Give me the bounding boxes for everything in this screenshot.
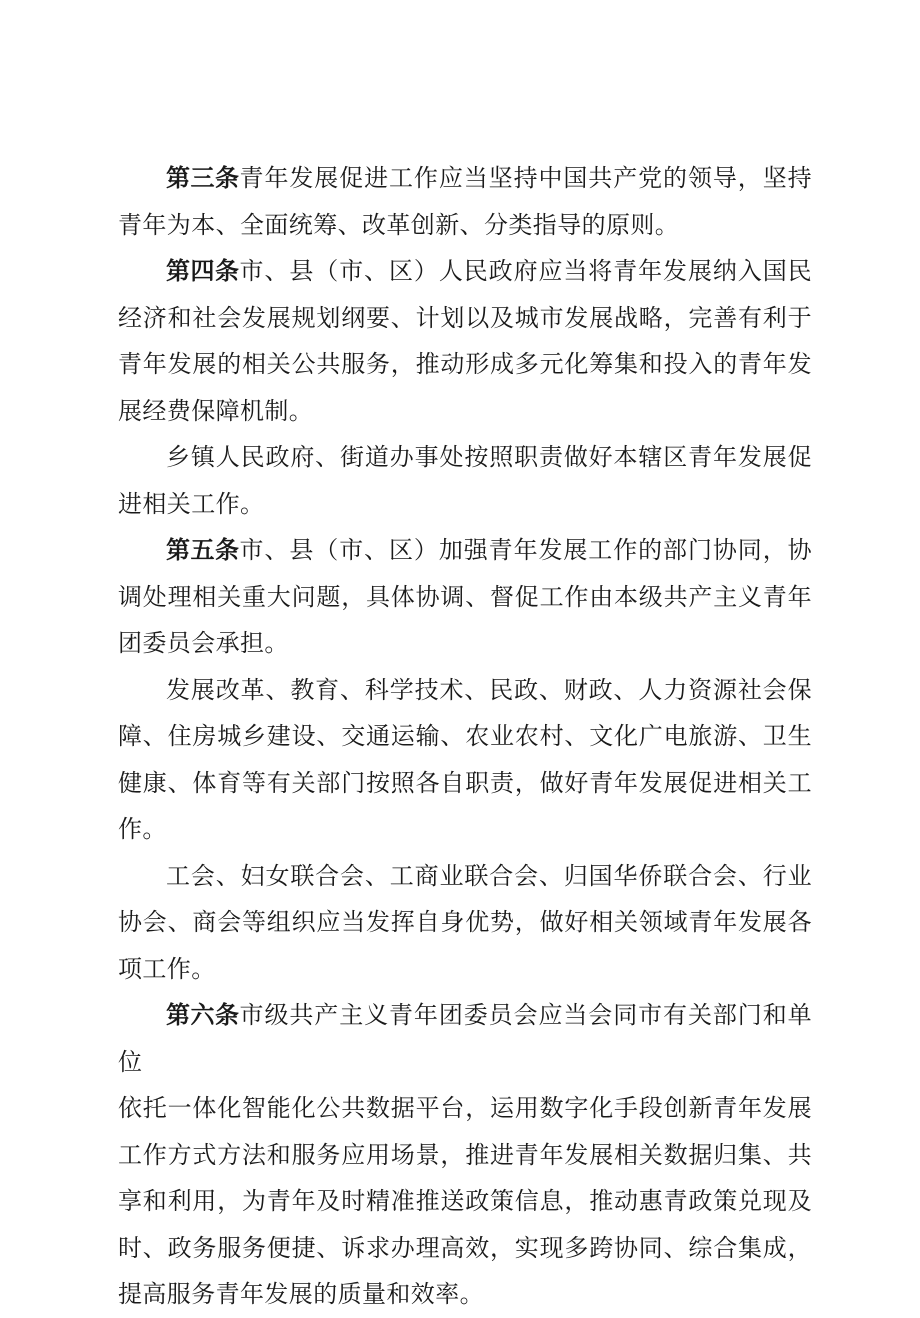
article-text-rest: 依托一体化智能化公共数据平台，运用数字化手段创新青年发展工作方式方法和服务应用场景，推进青年发展相关数据归集、共享和利用，为青年及时精准推送政策信息，推动惠青政策兑现及时、政务服务便捷、诉求办理高效，实现多跨协同、综合集成，提高服务青年发展的质量和效率。 bbox=[118, 1094, 812, 1308]
article-3-paragraph bbox=[118, 155, 812, 248]
article-6-paragraph bbox=[118, 992, 812, 1318]
article-number: 第三条 bbox=[166, 164, 240, 192]
article-5-clause-3 bbox=[118, 853, 812, 993]
article-text: 市、县（市、区）加强青年发展工作的部门协同，协调处理相关重大问题，具体协调、督促工作由本级共产主义青年团委员会承担。 bbox=[118, 536, 813, 657]
article-number: 第四条 bbox=[166, 257, 240, 285]
article-5-clause-2 bbox=[118, 667, 812, 853]
article-4-paragraph bbox=[118, 248, 812, 434]
article-text: 市、县（市、区）人民政府应当将青年发展纳入国民经济和社会发展规划纲要、计划以及城市发展战略，完善有利于青年发展的相关公共服务，推动形成多元化筹集和投入的青年发展经费保障机制。 bbox=[118, 257, 813, 425]
clause-text: 工会、妇女联合会、工商业联合会、归国华侨联合会、行业协会、商会等组织应当发挥自身优势，做好相关领域青年发展各项工作。 bbox=[118, 861, 812, 983]
clause-text: 乡镇人民政府、街道办事处按照职责做好本辖区青年发展促进相关工作。 bbox=[118, 443, 812, 518]
article-number: 第五条 bbox=[166, 536, 240, 564]
article-text: 青年发展促进工作应当坚持中国共产党的领导，坚持青年为本、全面统筹、改革创新、分类指导的原则。 bbox=[118, 164, 813, 239]
article-5-paragraph bbox=[118, 527, 812, 667]
document-page bbox=[118, 155, 812, 1318]
article-text-line1: 市级共产主义青年团委员会应当会同市有关部门和单位 bbox=[118, 1001, 813, 1076]
clause-text: 发展改革、教育、科学技术、民政、财政、人力资源社会保障、住房城乡建设、交通运输、农业农村、文化广电旅游、卫生健康、体育等有关部门按照各自职责，做好青年发展促进相关工作。 bbox=[118, 675, 812, 843]
article-4-clause-2 bbox=[118, 434, 812, 527]
article-6-first-line bbox=[118, 992, 812, 1085]
article-number: 第六条 bbox=[166, 1001, 240, 1029]
